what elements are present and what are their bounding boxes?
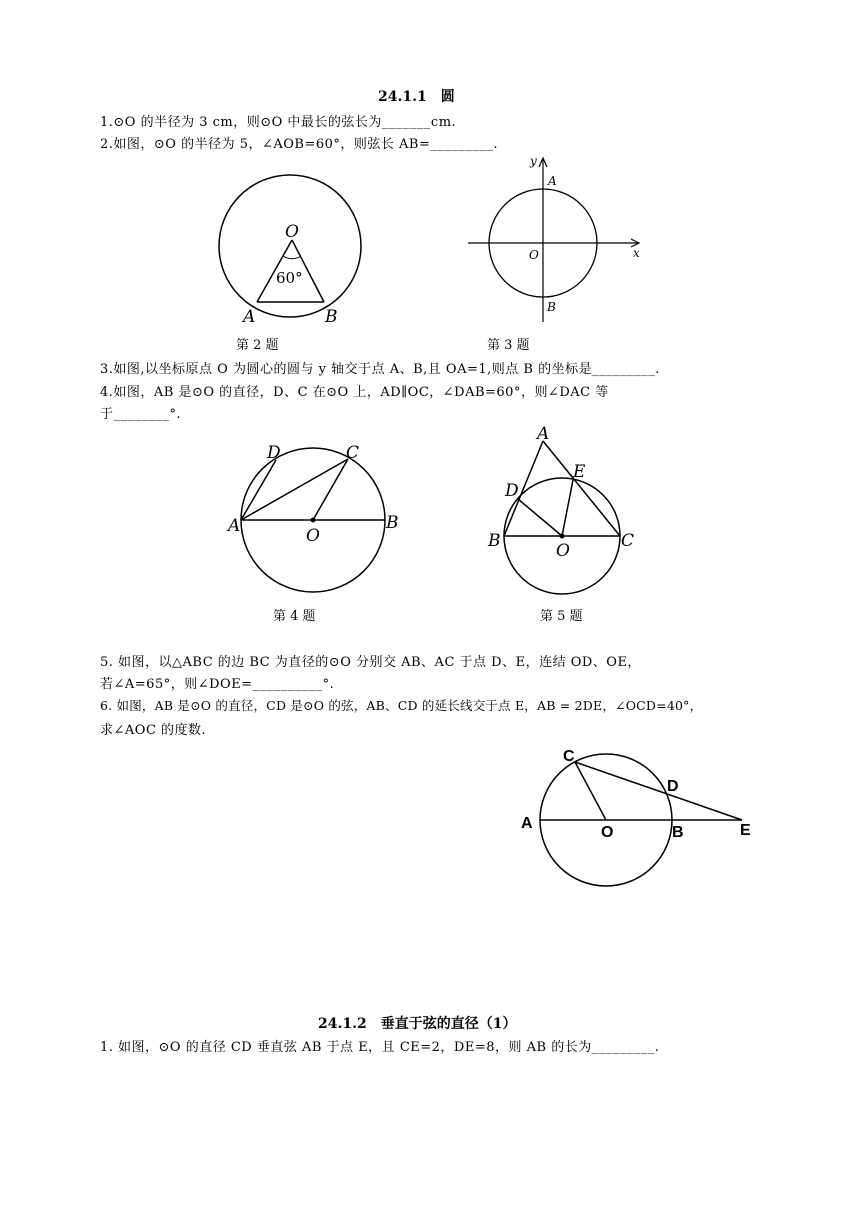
- question-1: 1.⊙O 的半径为 3 cm，则⊙O 中最长的弦长为_______cm.: [100, 115, 457, 130]
- caption-figure-3: 第 3 题: [487, 338, 530, 353]
- question-3: 3.如图,以坐标原点 O 为圆心的圆与 y 轴交于点 A、B,且 OA=1,则点 B 的坐标是_________.: [100, 362, 660, 377]
- label-O: O: [306, 526, 320, 546]
- section-title-2: 24.1.2 垂直于弦的直径（1）: [318, 1016, 517, 1032]
- label-E: E: [740, 822, 751, 839]
- question-6-line-2: 求∠AOC 的度数.: [100, 723, 207, 738]
- caption-figure-4: 第 4 题: [273, 609, 316, 624]
- label-C: C: [563, 748, 575, 765]
- label-D: D: [505, 481, 519, 501]
- question-5-line-1: 5. 如图，以△ABC 的边 BC 为直径的⊙O 分别交 AB、AC 于点 D、E，连结 OD、OE，: [100, 655, 641, 670]
- label-B: B: [672, 824, 684, 841]
- label-C: C: [346, 443, 360, 463]
- label-B: B: [325, 307, 338, 327]
- label-A: A: [548, 174, 557, 188]
- label-O: O: [601, 824, 614, 841]
- label-E: E: [573, 462, 586, 482]
- label-B: B: [547, 300, 556, 314]
- label-A: A: [228, 516, 241, 536]
- question-4-line-1: 4.如图，AB 是⊙O 的直径，D、C 在⊙O 上，AD∥OC，∠DAB=60°，则∠DAC 等: [100, 385, 609, 400]
- label-B: B: [488, 531, 501, 551]
- caption-figure-2: 第 2 题: [236, 338, 279, 353]
- label-A: A: [537, 424, 550, 444]
- label-angle: 60°: [276, 269, 303, 287]
- label-A: A: [243, 307, 256, 327]
- caption-figure-5: 第 5 题: [540, 609, 583, 624]
- label-y: y: [530, 154, 537, 168]
- label-O: O: [285, 222, 299, 242]
- section-2-question-1: 1. 如图，⊙O 的直径 CD 垂直弦 AB 于点 E，且 CE=2，DE=8，则 AB 的长为_________.: [100, 1040, 660, 1055]
- question-4-line-2: 于________°.: [100, 407, 182, 422]
- label-x: x: [633, 246, 640, 260]
- question-5-line-2: 若∠A=65°，则∠DOE=__________°.: [100, 677, 335, 692]
- label-O: O: [529, 248, 539, 262]
- label-D: D: [267, 443, 281, 463]
- label-A: A: [521, 815, 533, 832]
- section-title-1: 24.1.1 圆: [378, 89, 455, 105]
- label-O: O: [556, 541, 570, 561]
- line-CE: [575, 762, 742, 820]
- label-B: B: [386, 513, 399, 533]
- label-D: D: [667, 778, 679, 795]
- label-C: C: [621, 531, 635, 551]
- question-6-line-1: 6. 如图，AB 是⊙O 的直径，CD 是⊙O 的弦，AB、CD 的延长线交于点 E，AB = 2DE，∠OCD=40°，: [100, 698, 703, 713]
- question-2: 2.如图，⊙O 的半径为 5，∠AOB=60°，则弦长 AB=_________.: [100, 137, 499, 152]
